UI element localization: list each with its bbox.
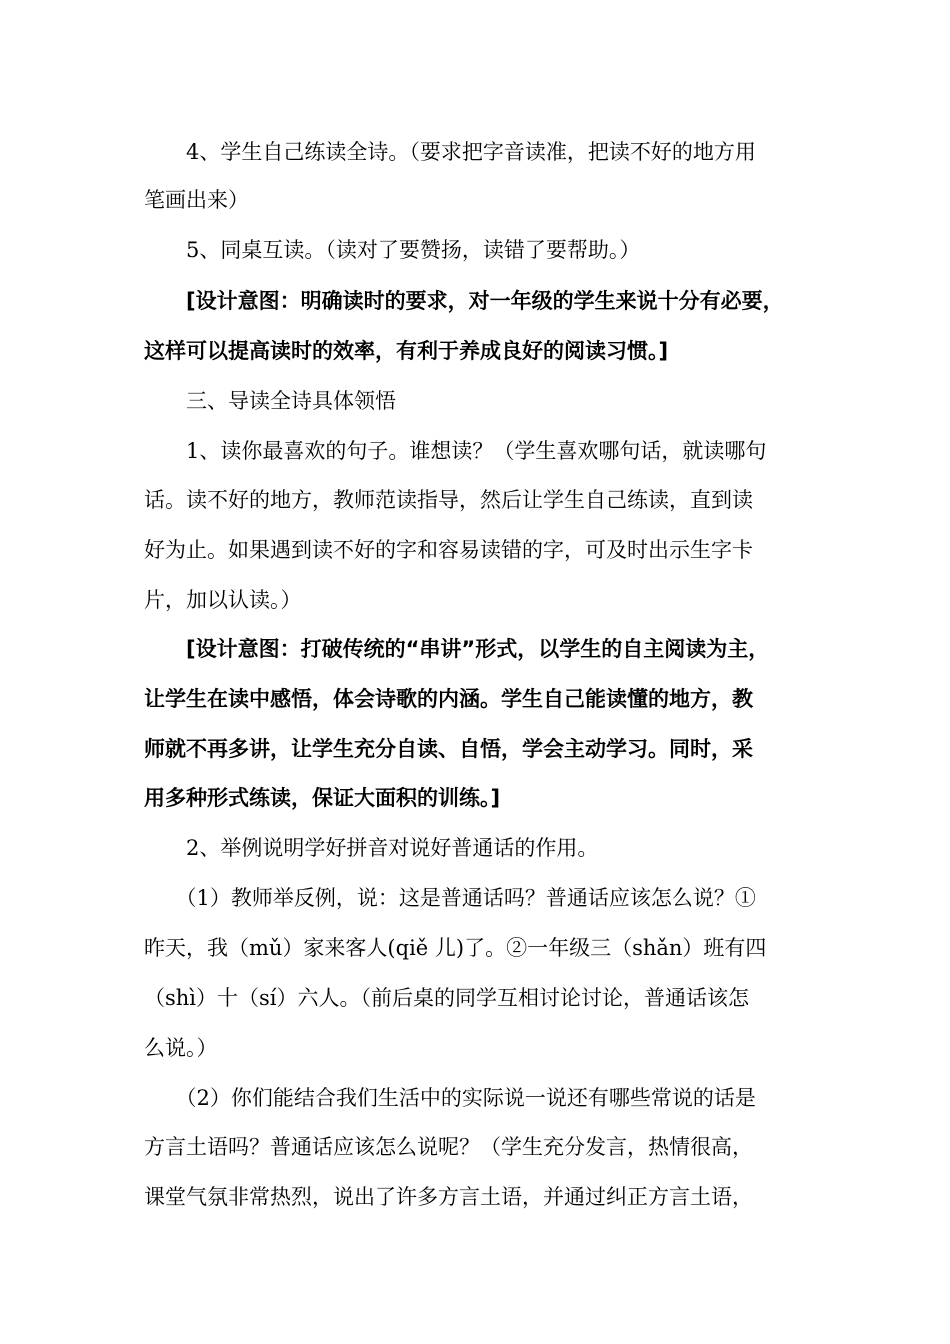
design-intent-2-line-4: 用多种形式练读，保证大面积的训练。] (144, 786, 501, 810)
item-1-line-2: 话。读不好的地方，教师范读指导，然后让学生自己练读，直到读 (144, 488, 753, 512)
subitem-2-line-3: 课堂气氛非常热烈，说出了许多方言土语，并通过纠正方言土语， (144, 1185, 753, 1209)
subitem-1-line-4: 么说。） (144, 1036, 218, 1060)
design-intent-1-line-1: [设计意图：明确读时的要求，对一年级的学生来说十分有必要， (144, 289, 784, 313)
item-1-line-4: 片，加以认读。） (144, 588, 302, 612)
design-intent-2-line-3: 师就不再多讲，让学生充分自读、自悟，学会主动学习。同时，采 (144, 737, 753, 761)
subitem-2-line-2: 方言土语吗？普通话应该怎么说呢？（学生充分发言，热情很高， (144, 1135, 753, 1159)
subitem-1-line-1: （1）教师举反例，说：这是普通话吗？普通话应该怎么说？① (144, 886, 756, 910)
design-intent-2-line-1: [设计意图：打破传统的“串讲”形式，以学生的自主阅读为主， (144, 637, 770, 661)
item-1-line-1: 1、读你最喜欢的句子。谁想读？（学生喜欢哪句话，就读哪句 (144, 439, 767, 463)
step-5-line: 5、同桌互读。（读对了要赞扬，读错了要帮助。） (144, 238, 641, 262)
subitem-1-line-2: 昨天，我（mǔ）家来客人(qiě 儿)了。②一年级三（shǎn）班有四 (144, 936, 767, 960)
item-2-line: 2、举例说明学好拼音对说好普通话的作用。 (144, 836, 599, 860)
section-3-heading: 三、导读全诗具体领悟 (144, 389, 396, 413)
design-intent-1-line-2: 这样可以提高读时的效率，有利于养成良好的阅读习惯。] (144, 339, 669, 363)
step-4-line-1: 4、学生自己练读全诗。（要求把字音读准，把读不好的地方用 (144, 140, 756, 164)
item-1-line-3: 好为止。如果遇到读不好的字和容易读错的字，可及时出示生字卡 (144, 538, 753, 562)
step-4-line-2: 笔画出来） (144, 188, 249, 212)
subitem-2-line-1: （2）你们能结合我们生活中的实际说一说还有哪些常说的话是 (144, 1086, 756, 1110)
subitem-1-line-3: （shì）十（sí）六人。（前后桌的同学互相讨论讨论，普通话该怎 (144, 986, 750, 1010)
design-intent-2-line-2: 让学生在读中感悟，体会诗歌的内涵。学生自己能读懂的地方，教 (144, 687, 753, 711)
